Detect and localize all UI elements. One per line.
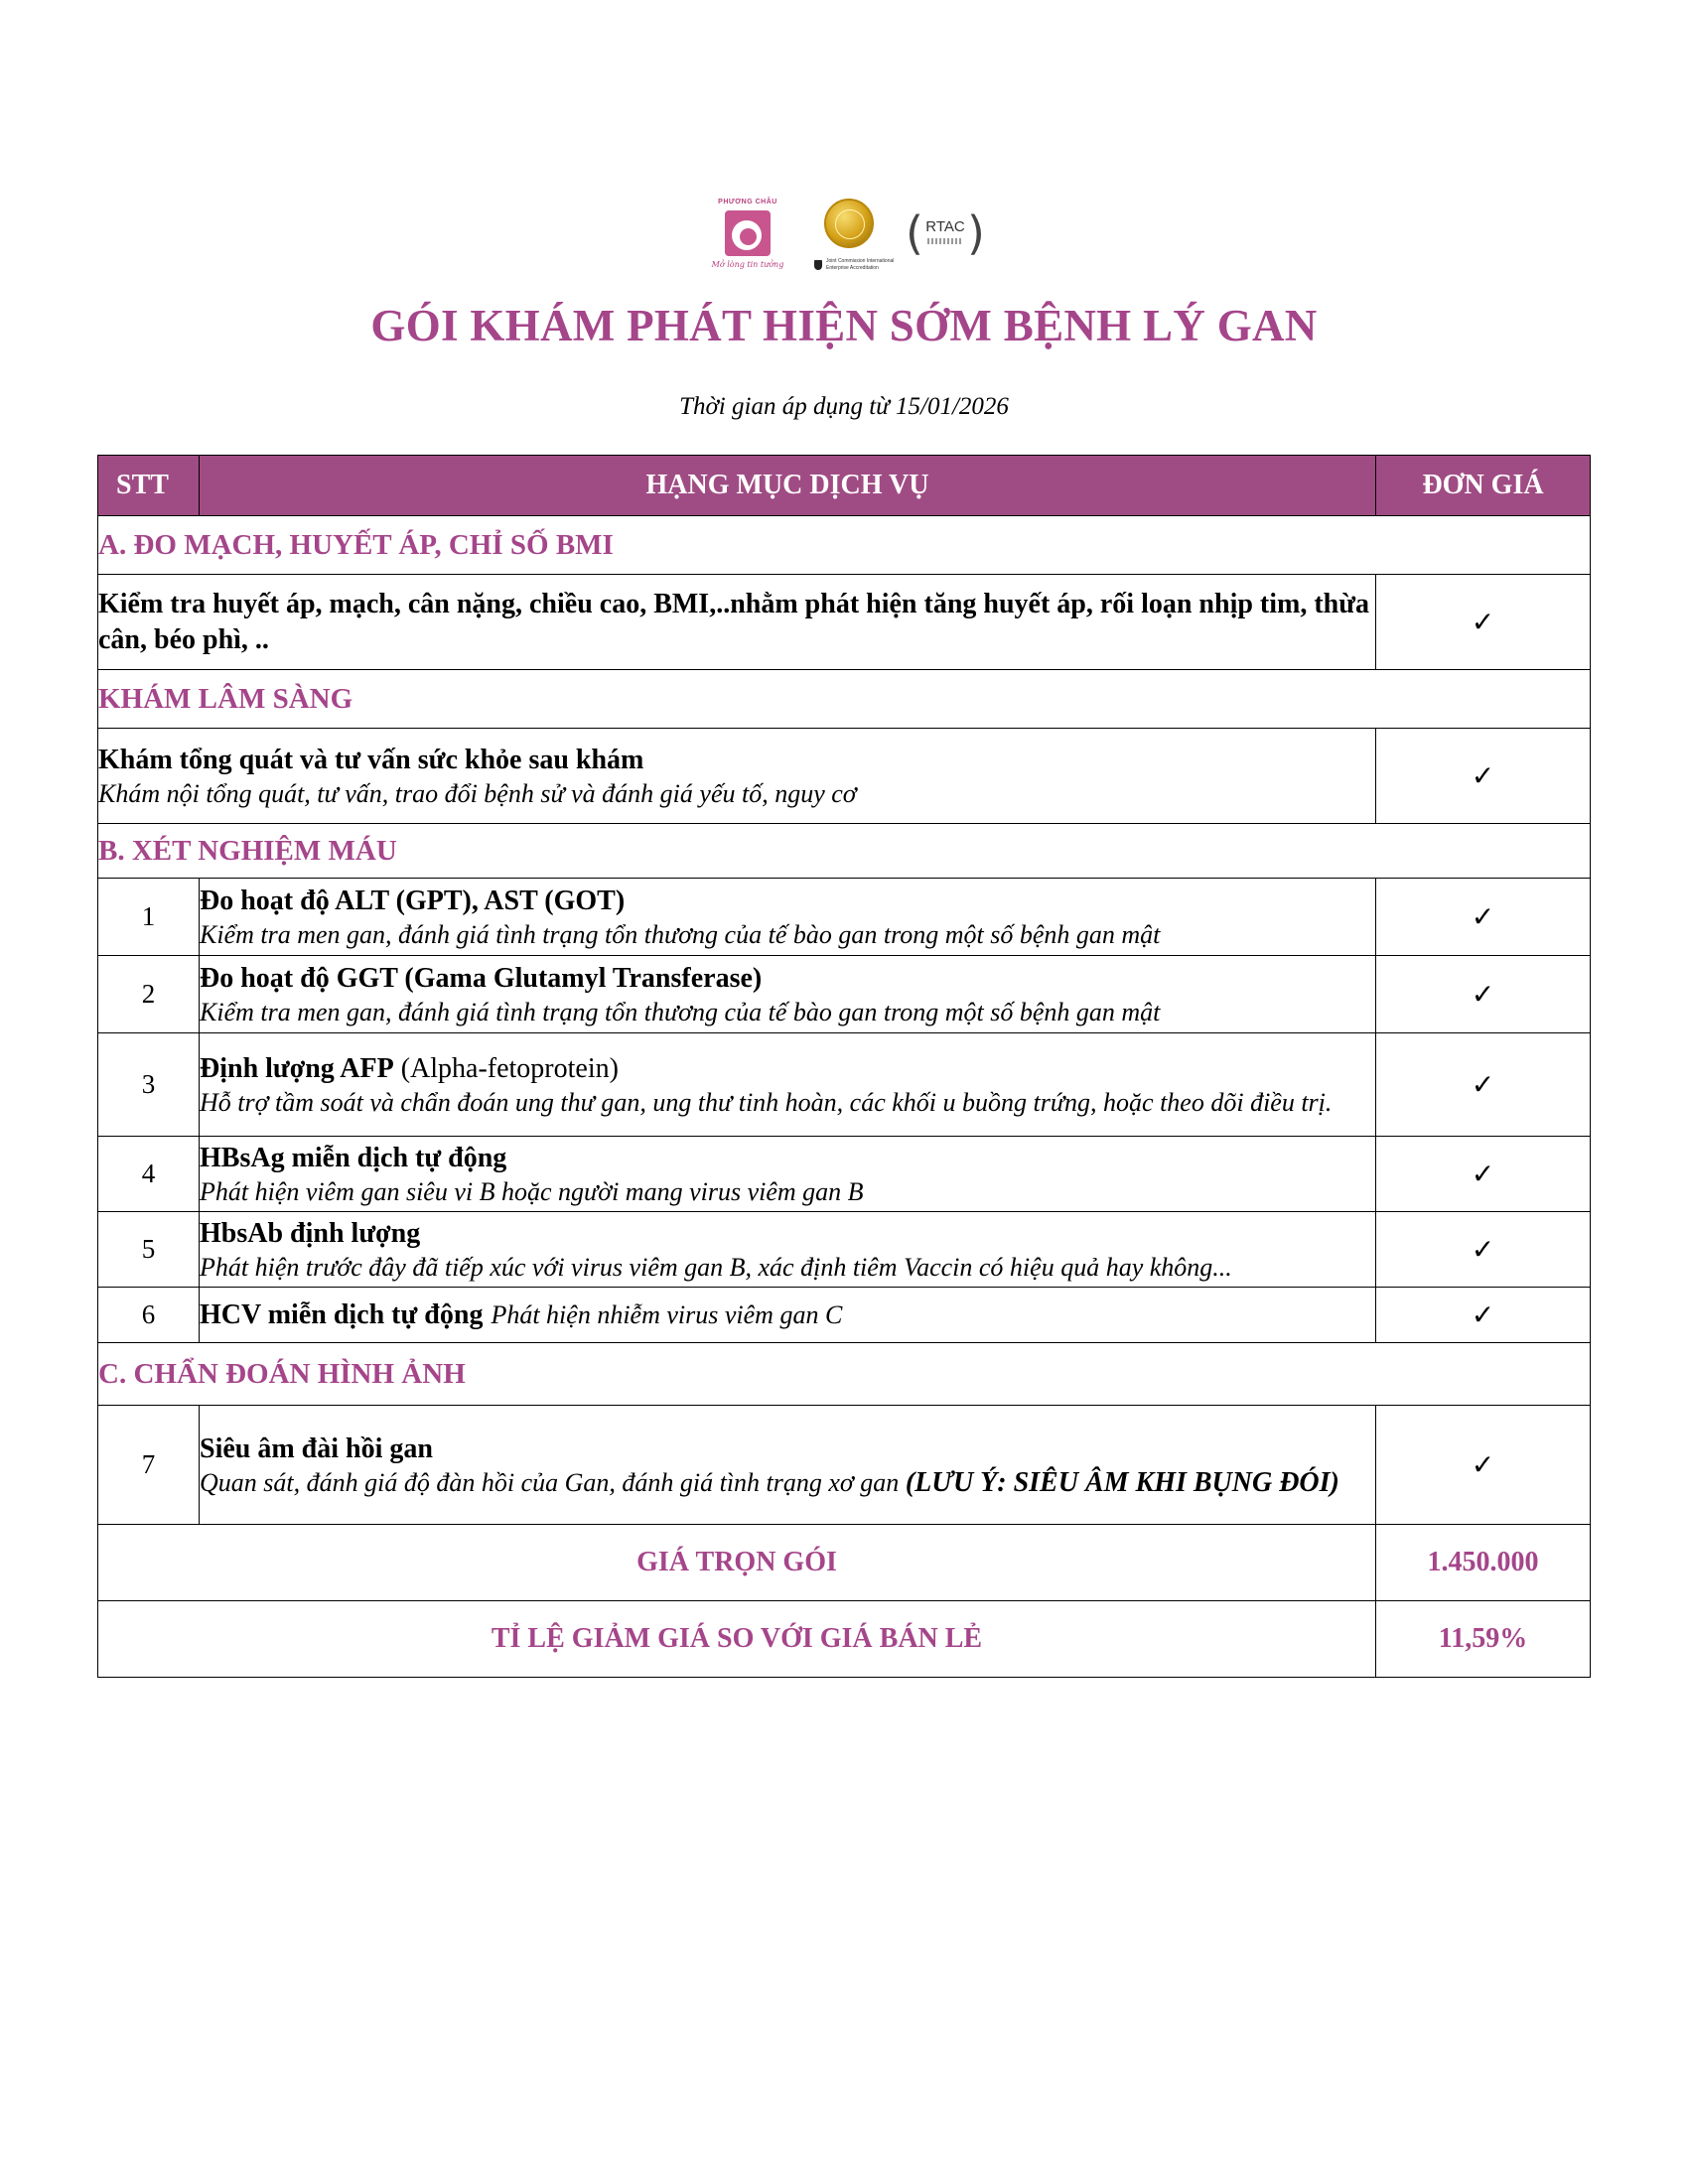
rtac-subtext-mark [927, 238, 963, 244]
rtac-name: RTAC [925, 218, 965, 235]
row-number: 4 [98, 1137, 200, 1212]
table-row [98, 1212, 1591, 1288]
package-price-value: 1.450.000 [1376, 1525, 1591, 1601]
item-note: (LƯU Ý: SIÊU ÂM KHI BỤNG ĐÓI) [905, 1466, 1339, 1498]
item-name: Định lượng AFP [200, 1052, 394, 1084]
service-table [97, 455, 1591, 1678]
table-row [98, 1033, 1591, 1137]
check-icon: ✓ [1376, 729, 1591, 824]
table-row [98, 575, 1591, 670]
item-name: Đo hoạt độ GGT (Gama Glutamyl Transferase) [200, 962, 763, 994]
item-name: Khám tổng quát và tư vấn sức khỏe sau khám [98, 744, 644, 775]
check-icon: ✓ [1376, 1406, 1591, 1525]
table-row [98, 1137, 1591, 1212]
check-icon: ✓ [1376, 956, 1591, 1033]
item-desc: Kiểm tra men gan, đánh giá tình trạng tổn thương của tế bào gan trong một số bệnh gan mật [200, 997, 1161, 1026]
table-row [98, 1288, 1591, 1343]
package-price-row [98, 1525, 1591, 1601]
jci-logo [814, 199, 894, 282]
item-name: HBsAg miễn dịch tự động [200, 1142, 507, 1173]
row-number: 3 [98, 1033, 200, 1137]
row-number: 7 [98, 1406, 200, 1525]
phuong-chau-brand: PHƯƠNG CHÂU [718, 199, 777, 205]
item-name: Siêu âm đài hồi gan [200, 1433, 433, 1464]
header-price: ĐƠN GIÁ [1376, 456, 1591, 516]
section-title: A. ĐO MẠCH, HUYẾT ÁP, CHỈ SỐ BMI [98, 516, 1591, 575]
discount-value: 11,59% [1376, 1601, 1591, 1678]
header-item: HẠNG MỤC DỊCH VỤ [200, 456, 1376, 516]
phuong-chau-logo [705, 199, 794, 282]
item-desc: Khám nội tổng quát, tư vấn, trao đổi bệnh sử và đánh giá yếu tố, nguy cơ [98, 778, 857, 808]
section-c-heading [98, 1343, 1591, 1406]
page-title: GÓI KHÁM PHÁT HIỆN SỚM BỆNH LÝ GAN [370, 301, 1318, 350]
item-desc: Phát hiện viêm gan siêu vi B hoặc người mang virus viêm gan B [200, 1176, 864, 1206]
check-icon: ✓ [1376, 1212, 1591, 1288]
header-stt: STT [98, 456, 200, 516]
jci-seal-icon [824, 199, 874, 248]
check-icon: ✓ [1376, 879, 1591, 956]
table-row [98, 1406, 1591, 1525]
item-name: Kiểm tra huyết áp, mạch, cân nặng, chiều cao, BMI,..nhằm phát hiện tăng huyết áp, rối loạn nhịp tim, thừa cân, béo phì, .. [98, 588, 1370, 655]
row-number: 5 [98, 1212, 200, 1288]
check-icon: ✓ [1376, 1288, 1591, 1343]
table-header [98, 456, 1591, 516]
item-name: HbsAb định lượng [200, 1217, 421, 1249]
section-a-heading [98, 516, 1591, 575]
section-b-heading [98, 824, 1591, 879]
section-title: C. CHẨN ĐOÁN HÌNH ẢNH [98, 1343, 1591, 1406]
item-desc: Phát hiện trước đây đã tiếp xúc với virus viêm gan B, xác định tiêm Vaccin có hiệu quả hay không... [200, 1252, 1232, 1282]
table-row [98, 729, 1591, 824]
table-row [98, 956, 1591, 1033]
jci-text: Joint Commission International Enterprise Accreditation [826, 258, 895, 271]
section-title: B. XÉT NGHIỆM MÁU [98, 824, 1591, 879]
table-row [98, 879, 1591, 956]
item-desc: Phát hiện nhiễm virus viêm gan C [491, 1299, 843, 1329]
check-icon: ✓ [1376, 575, 1591, 670]
package-price-label: GIÁ TRỌN GÓI [98, 1525, 1376, 1601]
shield-icon [814, 260, 822, 270]
row-number: 6 [98, 1288, 200, 1343]
item-desc: Hỗ trợ tầm soát và chẩn đoán ung thư gan, ung thư tinh hoàn, các khối u buồng trứng, hoặc theo dõi điều trị. [200, 1087, 1333, 1117]
section-title: KHÁM LÂM SÀNG [98, 670, 1591, 729]
row-number: 1 [98, 879, 200, 956]
phuong-chau-mark-icon [725, 210, 771, 256]
item-name-extra: (Alpha-fetoprotein) [393, 1052, 619, 1084]
phuong-chau-tagline: Mở lòng tin tưởng [711, 260, 784, 269]
item-desc: Quan sát, đánh giá độ đàn hồi của Gan, đánh giá tình trạng xơ gan [200, 1467, 906, 1497]
logo-bar [695, 195, 993, 284]
check-icon: ✓ [1376, 1033, 1591, 1137]
section-clinical-heading [98, 670, 1591, 729]
item-desc: Kiểm tra men gan, đánh giá tình trạng tổn thương của tế bào gan trong một số bệnh gan mật [200, 919, 1161, 949]
discount-row [98, 1601, 1591, 1678]
row-number: 2 [98, 956, 200, 1033]
discount-label: TỈ LỆ GIẢM GIÁ SO VỚI GIÁ BÁN LẺ [98, 1601, 1376, 1678]
rtac-logo: ( RTAC ) [906, 206, 985, 260]
effective-date: Thời gian áp dụng từ 15/01/2026 [679, 393, 1009, 420]
item-name: HCV miễn dịch tự động [200, 1298, 484, 1330]
item-name: Đo hoạt độ ALT (GPT), AST (GOT) [200, 885, 626, 916]
check-icon: ✓ [1376, 1137, 1591, 1212]
